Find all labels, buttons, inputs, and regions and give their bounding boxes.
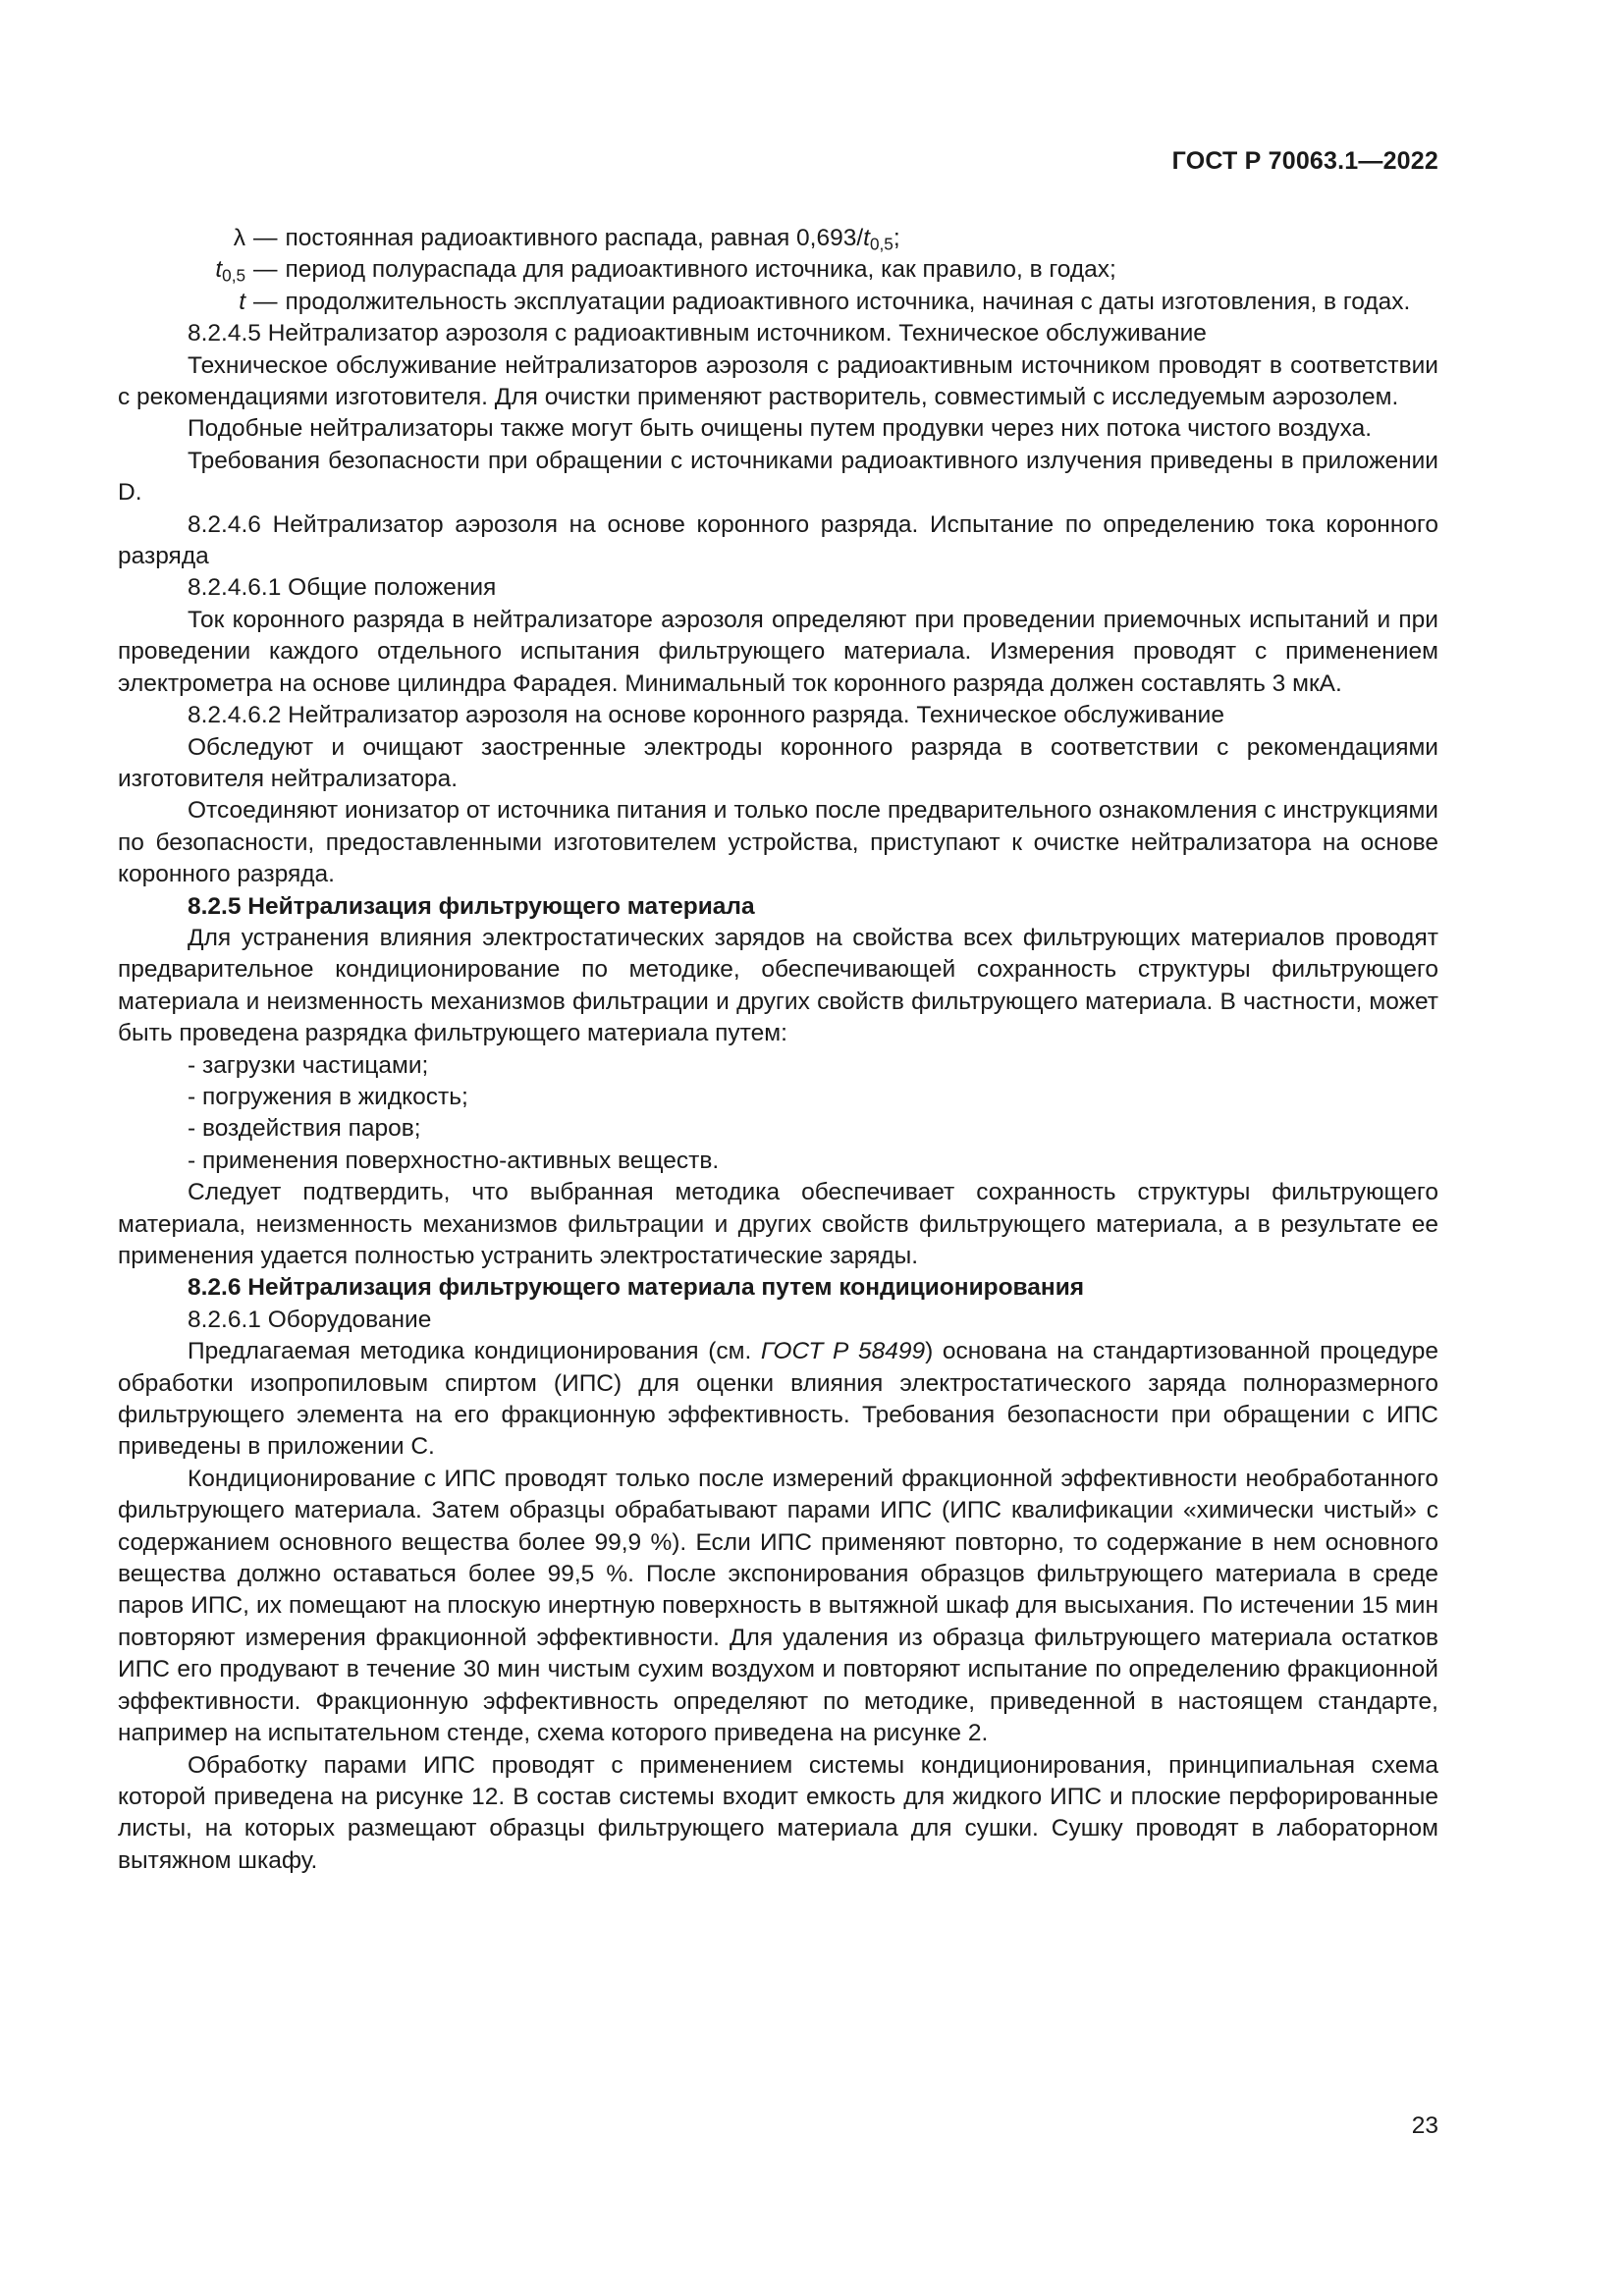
- clause-8-2-4-6-2-title: 8.2.4.6.2 Нейтрализатор аэрозоля на основе коронного разряда. Техническое обслуживание: [188, 702, 1224, 729]
- definitions-list: [118, 223, 1438, 318]
- section-heading-8-2-5: 8.2.5 Нейтрализация фильтрующего материала: [188, 892, 755, 920]
- definition-text: период полураспада для радиоактивного источника, как правило, в годах;: [285, 256, 1116, 284]
- list-item: - воздействия паров;: [188, 1115, 421, 1143]
- paragraph: Требования безопасности при обращении с источниками радиоактивного излучения приведены в приложении D.: [118, 447, 1438, 507]
- definition-text: постоянная радиоактивного распада, равная $0,693/t_{0,5}$;: [285, 225, 900, 254]
- standard-reference: ГОСТ Р 58499: [760, 1338, 926, 1365]
- definition-symbol: t: [239, 288, 245, 315]
- paragraph: Отсоединяют ионизатор от источника питания и только после предварительного ознакомления с инструкциями по безопасности, предоставленными изготовителем устройства, приступают к очистке нейтрализатора на основе коронного разряда.: [118, 797, 1438, 888]
- paragraph: Обработку парами ИПС проводят с применением системы кондиционирования, принципиальная схема которой приведена на рисунке 12. В состав системы входит емкость для жидкого ИПС и плоские перфорированные листы, на которых размещают образцы фильтрующего материала для сушки. Сушку проводят в лабораторном вытяжном шкафу.: [118, 1751, 1438, 1874]
- definition-symbol: λ: [233, 225, 245, 251]
- page-body: [118, 223, 1438, 1877]
- paragraph: Техническое обслуживание нейтрализаторов аэрозоля с радиоактивным источником проводят в соответствии с рекомендациями изготовителя. Для очистки применяют растворитель, совместимый с исследуемым аэрозолем.: [118, 351, 1438, 411]
- paragraph: Предлагаемая методика кондиционирования (см. ГОСТ Р 58499) основана на стандартизованной процедуре обработки изопропиловым спиртом (ИПС) для оценки влияния электростатического заряда полноразмерного фильтрующего элемента на его фракционную эффективность. Требования безопасности при обращении с ИПС приведены в приложении С.: [118, 1338, 1438, 1461]
- definition-text: продолжительность эксплуатации радиоактивного источника, начиная с даты изготовления, в годах.: [285, 288, 1411, 315]
- document-id-header: ГОСТ Р 70063.1—2022: [1171, 147, 1438, 175]
- list-item: - применения поверхностно-активных веществ.: [188, 1147, 720, 1174]
- definition-symbol: $t_{0,5}$: [215, 256, 245, 286]
- paragraph: Подобные нейтрализаторы также могут быть очищены путем продувки через них потока чистого воздуха.: [188, 415, 1373, 443]
- definition-lambda: [118, 223, 1438, 254]
- definition-dash: —: [253, 256, 278, 284]
- definition-dash: —: [253, 288, 278, 315]
- page-number: 23: [1411, 2112, 1438, 2139]
- clause-8-2-6-1-title: 8.2.6.1 Оборудование: [188, 1306, 432, 1333]
- clause-8-2-4-5-title: 8.2.4.5 Нейтрализатор аэрозоля с радиоактивным источником. Техническое обслуживание: [188, 320, 1207, 347]
- clause-8-2-4-6-title: 8.2.4.6 Нейтрализатор аэрозоля на основе коронного разряда. Испытание по определению тока коронного разряда: [118, 510, 1438, 570]
- paragraph: Кондиционирование с ИПС проводят только после измерений фракционной эффективности необработанного фильтрующего материала. Затем образцы обрабатывают парами ИПС (ИПС квалификации «химически чистый» с содержанием основного вещества более 99,9 %). Если ИПС применяют повторно, то содержание в нем основного вещества должно оставаться более 99,5 %. После экспонирования образцов фильтрующего материала в среде паров ИПС, их помещают на плоскую инертную поверхность в вытяжной шкаф для высыхания. По истечении 15 мин повторяют измерения фракционной эффективности. Для удаления из образца фильтрующего материала остатков ИПС его продувают в течение 30 мин чистым сухим воздухом и повторяют испытание по определению фракционной эффективности. Фракционную эффективность определяют по методике, приведенной в настоящем стандарте, например на испытательном стенде, схема которого приведена на рисунке 2.: [118, 1465, 1438, 1747]
- list-item: - загрузки частицами;: [188, 1051, 429, 1079]
- paragraph: Ток коронного разряда в нейтрализаторе аэрозоля определяют при проведении приемочных испытаний и при проведении каждого отдельного испытания фильтрующего материала. Измерения проводят с применением электрометра на основе цилиндра Фарадея. Минимальный ток коронного разряда должен составлять 3 мкА.: [118, 606, 1438, 697]
- definition-dash: —: [253, 225, 278, 251]
- definition-half-life: [118, 254, 1438, 286]
- paragraph: Для устранения влияния электростатических зарядов на свойства всех фильтрующих материалов проводят предварительное кондиционирование по методике, обеспечивающей сохранность структуры фильтрующего материала и неизменность механизмов фильтрации и других свойств фильтрующего материала. В частности, может быть проведена разрядка фильтрующего материала путем:: [118, 924, 1438, 1047]
- paragraph: Обследуют и очищают заостренные электроды коронного разряда в соответствии с рекомендациями изготовителя нейтрализатора.: [118, 733, 1438, 792]
- definition-duration: [118, 287, 1438, 318]
- list-item: - погружения в жидкость;: [188, 1083, 468, 1110]
- section-heading-8-2-6: 8.2.6 Нейтрализация фильтрующего материала путем кондиционирования: [188, 1274, 1085, 1302]
- clause-8-2-4-6-1-title: 8.2.4.6.1 Общие положения: [188, 574, 497, 602]
- paragraph: Следует подтвердить, что выбранная методика обеспечивает сохранность структуры фильтрующего материала, неизменность механизмов фильтрации и других свойств фильтрующего материала, а в результате ее применения удается полностью устранить электростатические заряды.: [118, 1179, 1438, 1269]
